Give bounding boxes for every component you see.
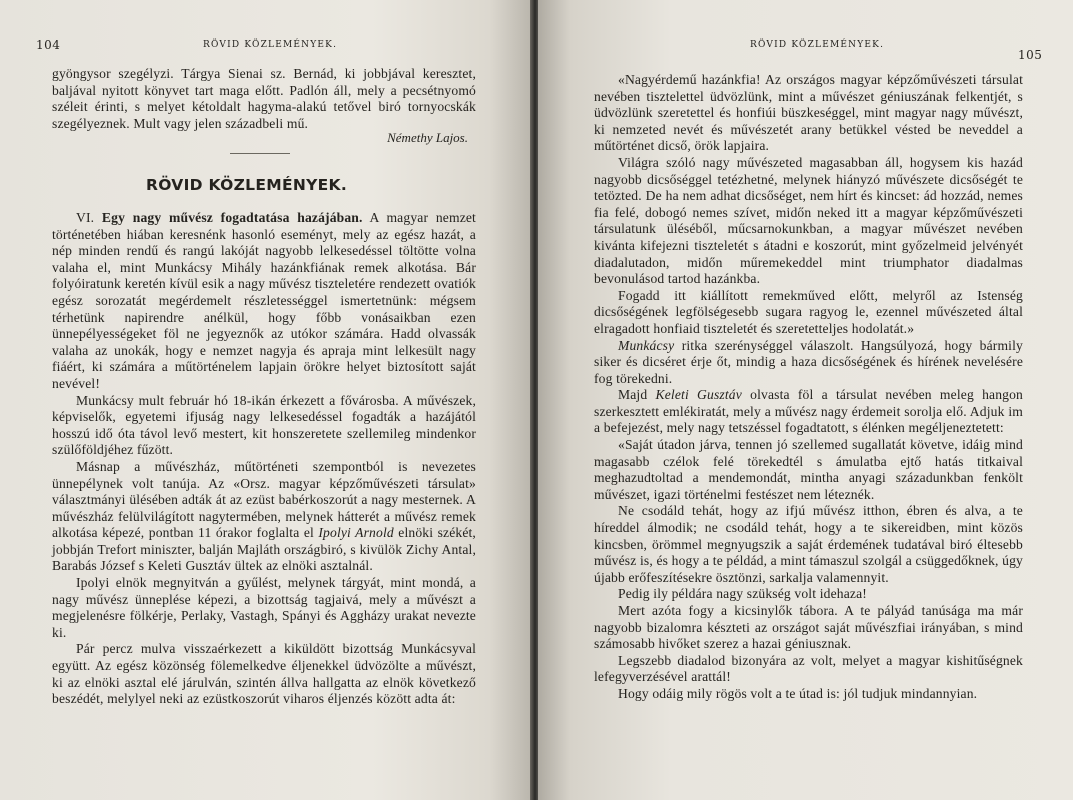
section-heading: RÖVID KÖZLEMÉNYEK. — [146, 176, 348, 194]
page-number-left: 104 — [36, 38, 61, 52]
article-title: Egy nagy művész fogadtatása hazájában. — [101, 210, 363, 225]
paragraph-text: elnöki székét, jobbján Trefort miniszter, balján Majláth országbiró, s kivülök Zichy Antal, Barabás József s Keleti Gusztáv ültek az elnöki asztalnál. — [52, 525, 476, 574]
paragraph — [52, 459, 476, 575]
paragraph: Fogadd itt kiállított remekműved előtt, melyről az Istenség dicsőségének legfölségesebb sugara ragyog le, ezennel művészeted által elragadott honfiaid tiszteletét és szeretetteljes hodolatát.» — [594, 287, 1023, 336]
paragraph: Ipolyi elnök megnyitván a gyűlést, melynek tárgyát, mint mondá, a nagy művész ünneplése képezi, a bizottság tagjaivá, mely a művészt a megjelenésre fölkérje, Perlaky, Vastagh, Spányi és Aggházy urakat nevezte ki. — [52, 575, 476, 640]
article-text-right — [594, 72, 1023, 703]
page-number-right: 105 — [1018, 48, 1043, 62]
person-name: Keleti Gusztáv — [655, 387, 742, 403]
paragraph: Legszebb diadalod bizonyára az volt, melyet a magyar kishitűségnek lefegyverzésével arattál! — [594, 652, 1023, 685]
paragraph: Ne csodáld tehát, hogy az ifjú művész itthon, ébren és alva, a te híreddel álmodik; ne csodáld tehát, hogy a te sikereidben, mint közös kincsben, örömmel megnyugszik a saját érdemének tudatával biró éltesebb művész is, és hogy a te példád, a mint támaszul szolgál a csüggedőknek, úgy újabb erőfeszítésekre ösztönzi, sarkalja valamennyit. — [594, 503, 1023, 585]
paragraph: «Saját útadon járva, tennen jó szellemed sugallatát követve, idáig mind magasabb czélok felé törekedtél s ámulatba ejtő hatás titkaival meghazudtoltad a mendemondát, mintha anyagi századunkban fenkölt művészet, igazi történelmi festészet nem léteznék. — [594, 437, 1023, 502]
running-head-right: RÖVID KÖZLEMÉNYEK. — [750, 40, 885, 50]
paragraph — [52, 210, 476, 393]
paragraph-text: A magyar nemzet történetében hiában keresnénk hasonló eseményt, mely az egész hazát, a nép minden rendű és rangú lakóját nagyobb lelkesedéssel töltötte volna valaha el, mint Munkácsy Mihály hazánkfiának remek alkotása. Bár folyóiratunk keretén kívül esik a nagy művész tiszteletére rendezett ovatiók egész sorozatát megérdemelt részletességgel ismertetnünk: mégsem térhetünk napirendre anélkül, hogy főbb vonásaikban ezen ünnepélyességeket föl ne jegyeznők az utókor számára. Hadd olvassák valaha az unokák, hogy e nemzet nagyja és apraja mint lelkesült nagy fiáért, ki számára a műtörténelem lapjain örökre helyet biztosított saját nevével! — [52, 210, 476, 391]
top-paragraph-block — [52, 66, 476, 132]
paragraph: Hogy odáig mily rögös volt a te útad is: jól tudjuk mindannyian. — [618, 685, 978, 701]
top-paragraph: gyöngysor szegélyzi. Tárgya Sienai sz. Bernád, ki jobbjával keresztet, baljával nyitott könyvet tart maga előtt. Padlón áll, mely a pecsétnyomó széleit érinti, s melyet kétoldalt hagyma-alakú tetővel biró tornyocskák szegélyeznek. Mult vagy jelen századbeli mű. — [52, 66, 476, 131]
right-page — [538, 0, 1073, 800]
left-page — [0, 0, 532, 800]
paragraph: Pár percz mulva visszaérkezett a kiküldött bizottság Munkácsyval együtt. Az egész közönség fölemelkedve éljenekkel üdvözölte a művészt, ki az elnöki asztal elé járulván, szintén állva hallgatta az elnök következő beszédét, melylyel neki az ezüstkoszorút viharos éljenzés között adta át: — [52, 641, 476, 707]
section-divider — [230, 153, 290, 154]
paragraph-text: Majd — [618, 387, 648, 403]
running-head-left: RÖVID KÖZLEMÉNYEK. — [203, 40, 338, 50]
article-text-left — [52, 210, 476, 708]
author-signature: Némethy Lajos. — [387, 130, 468, 145]
paragraph: Munkácsy mult február hó 18-ikán érkezett a fővárosba. A művészek, képviselők, egyetemi ifjuság nagy lelkesedéssel fogadták a hazájától hosszú idő óta távol levő mestert, kit honszeretete szellemileg mindenkor szülőföldjéhez fűzött. — [52, 392, 476, 458]
paragraph: «Nagyérdemű hazánkfia! Az országos magyar képzőművészeti társulat nevében tisztelettel üdvözlünk, mint a művészet géniuszának felkentjét, s üdvözlünk szeretettel és honfiúi büszkeséggel, mint magyar nagy művészt, ki nemzeted nevét és művészetét arany betükkel vésted be neveddel a műtörténet dicső, örök lapjaira. — [594, 72, 1023, 154]
paragraph-text: ritka szerénységgel válaszolt. Hangsúlyozá, hogy bármily siker és dicséret érje őt, mindig a haza dicsőségének és hírének nevelésére fog törekedni. — [594, 337, 1023, 386]
paragraph: Pedig ily példára nagy szükség volt idehaza! — [618, 586, 867, 602]
paragraph — [594, 338, 1023, 388]
article-number: VI. — [76, 210, 95, 225]
paragraph — [594, 387, 1023, 437]
person-name: Munkácsy — [618, 337, 675, 353]
person-name: Ipolyi Arnold — [318, 525, 394, 541]
paragraph-text: olvasta föl a társulat nevében meleg hangon szerkesztett emlékiratát, mely a művész nagy érdemeit sorolja elő. Adjuk im a befejezést, mely nagy tetszéssel fogadtatott, s élénken megéljeneztetett: — [594, 387, 1024, 436]
paragraph: Mert azóta fogy a kicsinylők tábora. A te pályád tanúsága ma már nagyobb bizalomra készteti az országot saját művészfiai irányában, s mind számosabb hivőket szerez a hazai géniusznak. — [594, 603, 1023, 652]
paragraph: Világra szóló nagy művészeted magasabban áll, hogysem kis hazád nagyobb dicsőséggel tetézhetné, melynek hiányzó művészete dicsőségét te tetözted. De ha nem adhat dicsőséget, nem hírt és kincset: ád hozzád, nemes fia felé, dobogó nemes szívet, midőn neked itt a magyar képzőművészeti társulatunk üléséből, műcsarnokunkban, a magyar művészet nevében kivánta kifejezni tiszteletét s átadni e koszorút, mint győzelmeid jelvényét diadalutadon, midőn műremekeddel mint triumphator diadalmas bevonulásod tartod hazánkba. — [594, 154, 1023, 287]
paragraph-text: Másnap a művészház, műtörténeti szempontból is nevezetes ünnepélynek volt tanúja. Az «Orsz. magyar képzőművészeti társulat» választmányi ülésében adták át az ezüst babérkoszorút a nagy mesternek. A művészház felülvilágított nagytermében, melynek hátterét a művész remek alkotása képezé, pontban 11 órakor foglalta el — [52, 458, 476, 541]
